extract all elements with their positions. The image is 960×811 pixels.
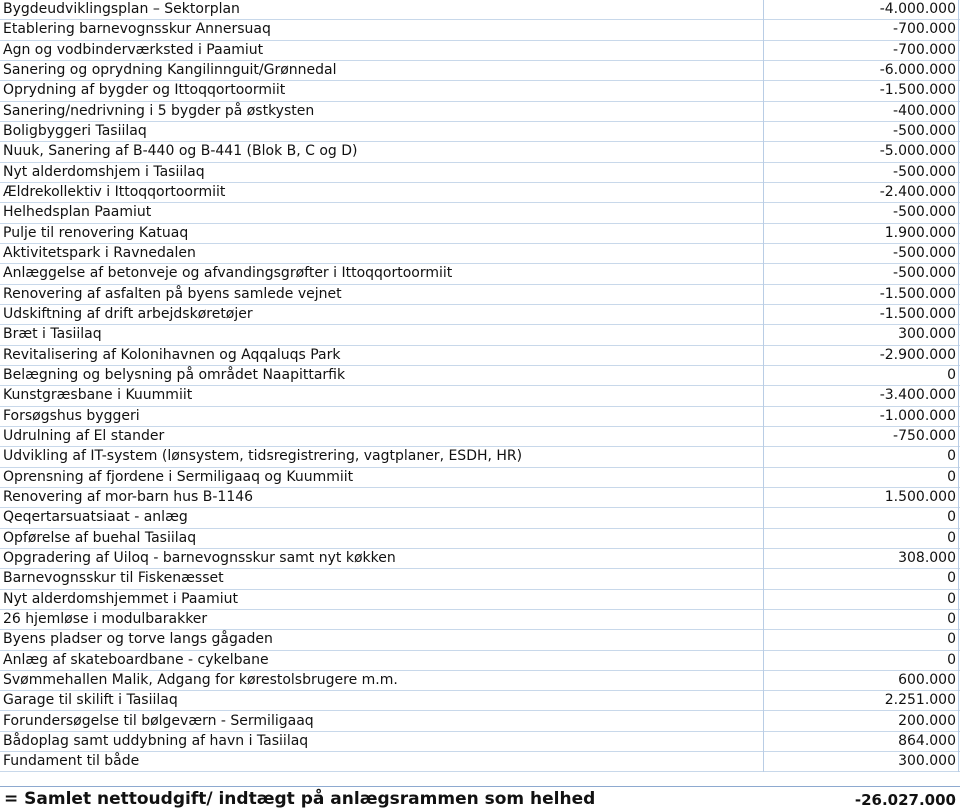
- row-amount: -5.000.000: [763, 142, 960, 162]
- table-row: [0, 731, 960, 751]
- row-label: Boligbyggeri Tasiilaq: [0, 121, 763, 141]
- row-amount: -700.000: [763, 20, 960, 40]
- table-row: [0, 121, 960, 141]
- table-row: [0, 528, 960, 548]
- table-row: [0, 60, 960, 80]
- table-row: [0, 691, 960, 711]
- column-divider: [763, 0, 764, 772]
- row-label: Svømmehallen Malik, Adgang for kørestolsbrugere m.m.: [0, 670, 763, 690]
- table-row: [0, 711, 960, 731]
- row-amount: -4.000.000: [763, 0, 960, 20]
- row-label: Anlæggelse af betonveje og afvandingsgrøfter i Ittoqqortoormiit: [0, 264, 763, 284]
- row-amount: -500.000: [763, 243, 960, 263]
- table-row: [0, 243, 960, 263]
- row-label: Udvikling af IT-system (lønsystem, tidsregistrering, vagtplaner, ESDH, HR): [0, 447, 763, 467]
- table-row: [0, 101, 960, 121]
- row-label: Pulje til renovering Katuaq: [0, 223, 763, 243]
- row-amount: 1.500.000: [763, 487, 960, 507]
- row-amount: -400.000: [763, 101, 960, 121]
- row-label: Belægning og belysning på området Naapittarfik: [0, 365, 763, 385]
- row-amount: -2.900.000: [763, 345, 960, 365]
- table-row: [0, 284, 960, 304]
- row-label: Barnevognsskur til Fiskenæsset: [0, 569, 763, 589]
- row-label: Kunstgræsbane i Kuummiit: [0, 386, 763, 406]
- table-row: [0, 467, 960, 487]
- row-amount: -1.000.000: [763, 406, 960, 426]
- row-label: Ældrekollektiv i Ittoqqortoormiit: [0, 182, 763, 202]
- row-label: Renovering af asfalten på byens samlede vejnet: [0, 284, 763, 304]
- row-label: Helhedsplan Paamiut: [0, 203, 763, 223]
- row-label: Bræt i Tasiilaq: [0, 325, 763, 345]
- table-row: [0, 548, 960, 568]
- row-label: Oprydning af bygder og Ittoqqortoormiit: [0, 81, 763, 101]
- table-row: [0, 81, 960, 101]
- row-label: Revitalisering af Kolonihavnen og Aqqaluqs Park: [0, 345, 763, 365]
- row-label: 26 hjemløse i modulbarakker: [0, 609, 763, 629]
- row-label: Byens pladser og torve langs gågaden: [0, 630, 763, 650]
- row-label: Nuuk, Sanering af B-440 og B-441 (Blok B, C og D): [0, 142, 763, 162]
- row-label: Agn og vodbinderværksted i Paamiut: [0, 40, 763, 60]
- row-label: Garage til skilift i Tasiilaq: [0, 691, 763, 711]
- row-amount: -500.000: [763, 162, 960, 182]
- table-row: [0, 182, 960, 202]
- row-amount: 1.900.000: [763, 223, 960, 243]
- table-row: [0, 304, 960, 324]
- table-row: [0, 142, 960, 162]
- row-amount: 0: [763, 528, 960, 548]
- table-row: [0, 203, 960, 223]
- row-amount: 600.000: [763, 670, 960, 690]
- table-row: [0, 223, 960, 243]
- row-label: Sanering/nedrivning i 5 bygder på østkysten: [0, 101, 763, 121]
- table-row: [0, 426, 960, 446]
- table-row: [0, 325, 960, 345]
- row-amount: -750.000: [763, 426, 960, 446]
- row-amount: 0: [763, 650, 960, 670]
- row-label: Nyt alderdomshjemmet i Paamiut: [0, 589, 763, 609]
- row-amount: 300.000: [763, 325, 960, 345]
- row-label: Bygdeudviklingsplan – Sektorplan: [0, 0, 763, 20]
- row-amount: 2.251.000: [763, 691, 960, 711]
- table-row: [0, 670, 960, 690]
- row-amount: -500.000: [763, 121, 960, 141]
- row-label: Bådoplag samt uddybning af havn i Tasiilaq: [0, 731, 763, 751]
- row-label: Etablering barnevognsskur Annersuaq: [0, 20, 763, 40]
- table-row: [0, 447, 960, 467]
- table-row: [0, 162, 960, 182]
- total-amount: -26.027.000: [854, 791, 956, 809]
- table-row: [0, 569, 960, 589]
- row-label: Nyt alderdomshjem i Tasiilaq: [0, 162, 763, 182]
- total-row: [0, 786, 960, 811]
- row-label: Fundament til både: [0, 752, 763, 772]
- table-row: [0, 589, 960, 609]
- row-label: Forundersøgelse til bølgeværn - Sermiligaaq: [0, 711, 763, 731]
- table-row: [0, 752, 960, 772]
- table-row: [0, 650, 960, 670]
- row-amount: -1.500.000: [763, 81, 960, 101]
- row-amount: -500.000: [763, 203, 960, 223]
- row-label: Aktivitetspark i Ravnedalen: [0, 243, 763, 263]
- row-amount: 308.000: [763, 548, 960, 568]
- row-label: Udskiftning af drift arbejdskøretøjer: [0, 304, 763, 324]
- row-amount: 864.000: [763, 731, 960, 751]
- row-amount: -1.500.000: [763, 304, 960, 324]
- row-amount: 0: [763, 508, 960, 528]
- table-row: [0, 20, 960, 40]
- table-row: [0, 0, 960, 20]
- table-row: [0, 630, 960, 650]
- table-row: [0, 406, 960, 426]
- row-label: Udrulning af El stander: [0, 426, 763, 446]
- row-amount: 0: [763, 609, 960, 629]
- table-row: [0, 487, 960, 507]
- row-label: Opgradering af Uiloq - barnevognsskur samt nyt køkken: [0, 548, 763, 568]
- row-amount: 0: [763, 569, 960, 589]
- row-label: Oprensning af fjordene i Sermiligaaq og Kuummiit: [0, 467, 763, 487]
- row-label: Renovering af mor-barn hus B-1146: [0, 487, 763, 507]
- row-amount: 0: [763, 365, 960, 385]
- row-label: Forsøgshus byggeri: [0, 406, 763, 426]
- table-row: [0, 345, 960, 365]
- row-label: Opførelse af buehal Tasiilaq: [0, 528, 763, 548]
- table-row: [0, 40, 960, 60]
- row-label: Sanering og oprydning Kangilinnguit/Grønnedal: [0, 60, 763, 80]
- row-amount: -500.000: [763, 264, 960, 284]
- table-row: [0, 365, 960, 385]
- row-label: Anlæg af skateboardbane - cykelbane: [0, 650, 763, 670]
- row-amount: 300.000: [763, 752, 960, 772]
- row-amount: -6.000.000: [763, 60, 960, 80]
- spacer-row: [0, 772, 960, 784]
- table-row: [0, 264, 960, 284]
- row-amount: -700.000: [763, 40, 960, 60]
- right-border: [958, 0, 959, 772]
- row-amount: 0: [763, 589, 960, 609]
- table-row: [0, 609, 960, 629]
- table-row: [0, 386, 960, 406]
- row-label: Qeqertarsuatsiaat - anlæg: [0, 508, 763, 528]
- table-row: [0, 508, 960, 528]
- total-label: = Samlet nettoudgift/ indtægt på anlægsrammen som helhed: [4, 789, 596, 809]
- row-amount: 200.000: [763, 711, 960, 731]
- row-amount: 0: [763, 630, 960, 650]
- row-amount: -3.400.000: [763, 386, 960, 406]
- row-amount: -2.400.000: [763, 182, 960, 202]
- row-amount: 0: [763, 447, 960, 467]
- row-amount: -1.500.000: [763, 284, 960, 304]
- row-amount: 0: [763, 467, 960, 487]
